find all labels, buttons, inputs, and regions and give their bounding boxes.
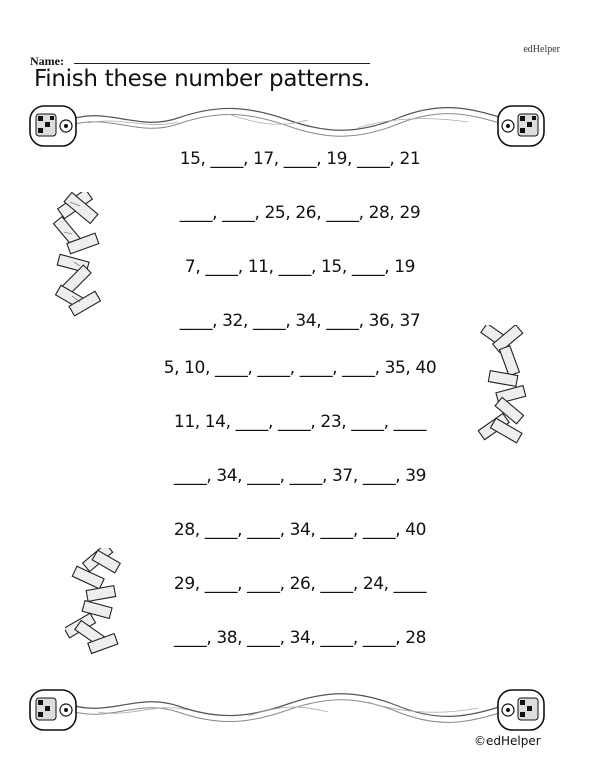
pattern-problem[interactable]: ____, ____, 25, 26, ____, 28, 29 (179, 203, 421, 223)
pattern-problem[interactable]: 15, ____, 17, ____, 19, ____, 21 (179, 149, 421, 169)
pattern-problem[interactable]: 7, ____, 11, ____, 15, ____, 19 (184, 257, 416, 277)
pattern-problem[interactable]: 5, 10, ____, ____, ____, ____, 35, 40 (163, 358, 437, 378)
name-label: Name: (30, 54, 64, 68)
pattern-problem[interactable]: 28, ____, ____, 34, ____, ____, 40 (173, 520, 427, 540)
worksheet-title: Finish these number patterns. (34, 66, 371, 92)
brand-label: edHelper (523, 44, 560, 55)
pattern-problem[interactable]: ____, 32, ____, 34, ____, 36, 37 (179, 311, 421, 331)
pattern-problem[interactable]: 11, 14, ____, ____, 23, ____, ____ (173, 412, 427, 432)
pattern-problem[interactable]: ____, 34, ____, ____, 37, ____, 39 (173, 466, 427, 486)
pattern-problem[interactable]: ____, 38, ____, 34, ____, ____, 28 (173, 628, 427, 648)
pattern-problem[interactable]: 29, ____, ____, 26, ____, 24, ____ (173, 574, 427, 594)
copyright-label: ©edHelper (474, 734, 541, 748)
